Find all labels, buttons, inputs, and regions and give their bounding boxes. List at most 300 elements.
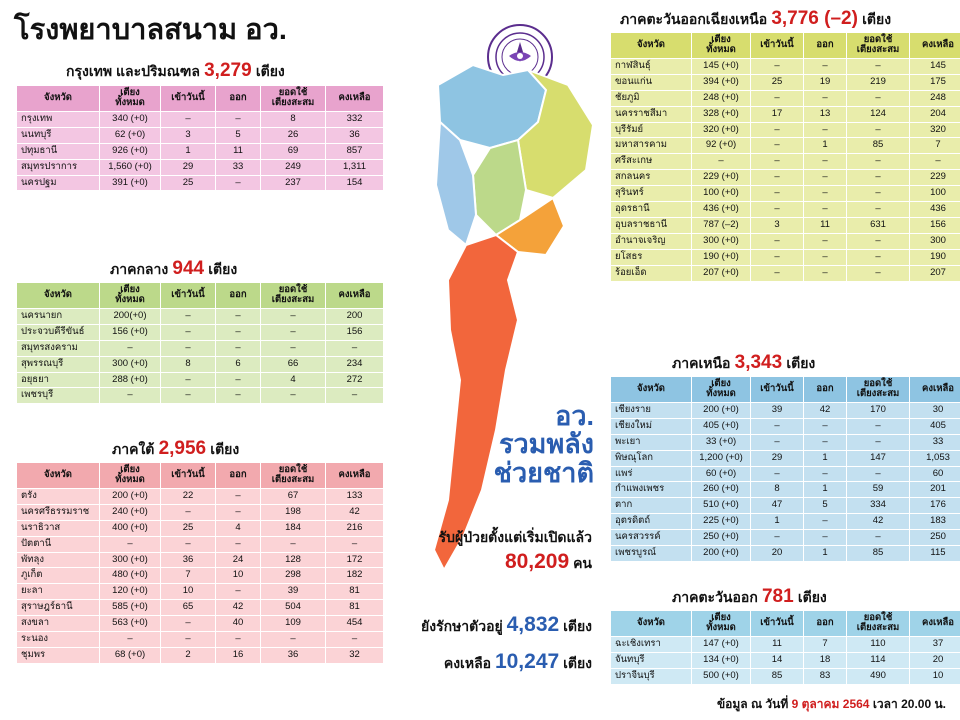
cell-value: 109 bbox=[261, 616, 326, 632]
cell-value: 200 bbox=[326, 308, 384, 324]
cell-value: 563 (+0) bbox=[100, 616, 161, 632]
cell-value: 4 bbox=[216, 520, 261, 536]
cell-value: 32 bbox=[326, 648, 384, 664]
cell-value: 170 bbox=[847, 402, 910, 418]
cell-value: 1,560 (+0) bbox=[100, 159, 161, 175]
cell-value: – bbox=[161, 616, 216, 632]
cell-value: – bbox=[161, 324, 216, 340]
cell-value: 207 (+0) bbox=[692, 265, 751, 281]
col-cum-used: ยอดใช้ เตียงสะสม bbox=[261, 86, 326, 112]
cell-value: 13 bbox=[804, 106, 847, 122]
cell-value: 5 bbox=[216, 127, 261, 143]
table-south bbox=[16, 462, 384, 664]
col-in-today: เข้าวันนี้ bbox=[161, 86, 216, 112]
cell-value: – bbox=[100, 536, 161, 552]
cell-value: – bbox=[751, 186, 804, 202]
cell-value: 207 bbox=[910, 265, 960, 281]
cell-value: – bbox=[847, 530, 910, 546]
treating-value: 4,832 bbox=[506, 613, 560, 636]
page-title: โรงพยาบาลสนาม อว. bbox=[14, 14, 287, 46]
cell-value: – bbox=[216, 388, 261, 404]
col-out: ออก bbox=[216, 463, 261, 489]
brand-line-3: ช่วยชาติ bbox=[493, 457, 594, 488]
table-row bbox=[17, 520, 384, 536]
treating-label: ยังรักษาตัวอยู่ bbox=[421, 618, 503, 634]
col-in-today: เข้าวันนี้ bbox=[161, 283, 216, 309]
cell-province: กาฬสินธุ์ bbox=[611, 58, 692, 74]
cell-value: – bbox=[216, 111, 261, 127]
cell-province: อุบลราชธานี bbox=[611, 218, 692, 234]
cell-value: 29 bbox=[751, 450, 804, 466]
cell-value: 22 bbox=[161, 488, 216, 504]
admitted-label: รับผู้ป่วยตั้งแต่เริ่มเปิดแล้ว bbox=[438, 529, 592, 545]
cell-province: อุตรดิตถ์ bbox=[611, 514, 692, 530]
cell-value: 60 (+0) bbox=[692, 466, 751, 482]
cell-value: 33 (+0) bbox=[692, 434, 751, 450]
col-remaining: คงเหลือ bbox=[910, 611, 960, 637]
cell-province: นครราชสีมา bbox=[611, 106, 692, 122]
admitted-unit: คน bbox=[573, 555, 592, 571]
cell-value: 20 bbox=[751, 546, 804, 562]
table-row bbox=[17, 388, 384, 404]
cell-province: ชัยภูมิ bbox=[611, 90, 692, 106]
cell-value: 100 (+0) bbox=[692, 186, 751, 202]
col-beds-total: เตียง ทั้งหมด bbox=[100, 86, 161, 112]
cell-value: 8 bbox=[161, 356, 216, 372]
table-row bbox=[17, 616, 384, 632]
table-row bbox=[611, 138, 960, 154]
cell-province: ศรีสะเกษ bbox=[611, 154, 692, 170]
col-beds-total: เตียง ทั้งหมด bbox=[692, 377, 751, 403]
cell-value: 36 bbox=[261, 648, 326, 664]
cell-value: – bbox=[751, 234, 804, 250]
cell-value: 37 bbox=[910, 636, 960, 652]
cell-value: – bbox=[161, 632, 216, 648]
table-row bbox=[17, 324, 384, 340]
brand-line-2: รวมพลัง bbox=[499, 429, 594, 460]
cell-value: 391 (+0) bbox=[100, 175, 161, 191]
cell-value: 787 (–2) bbox=[692, 218, 751, 234]
cell-value: – bbox=[261, 632, 326, 648]
cell-province: อยุธยา bbox=[17, 372, 100, 388]
cell-value: – bbox=[100, 340, 161, 356]
table-row bbox=[611, 668, 960, 684]
cell-value: 172 bbox=[326, 552, 384, 568]
cell-value: – bbox=[751, 58, 804, 74]
cell-value: 198 bbox=[261, 504, 326, 520]
cell-value: 36 bbox=[161, 552, 216, 568]
cell-value: 19 bbox=[804, 74, 847, 90]
cell-value: – bbox=[161, 536, 216, 552]
col-in-today: เข้าวันนี้ bbox=[751, 377, 804, 403]
cell-value: 65 bbox=[161, 600, 216, 616]
table-row bbox=[611, 186, 960, 202]
cell-value: 100 bbox=[910, 186, 960, 202]
cell-value: 11 bbox=[216, 143, 261, 159]
section-heading-bangkok: กรุงเทพ และปริมณฑล 3,279 เตียง bbox=[66, 60, 285, 81]
cell-province: ยโสธร bbox=[611, 249, 692, 265]
table-east bbox=[610, 610, 960, 685]
cell-value: 8 bbox=[261, 111, 326, 127]
table-central bbox=[16, 282, 384, 404]
cell-value: 3 bbox=[161, 127, 216, 143]
table-row bbox=[611, 218, 960, 234]
cell-value: – bbox=[751, 122, 804, 138]
cell-value: 85 bbox=[847, 138, 910, 154]
cell-value: – bbox=[161, 372, 216, 388]
cell-value: 81 bbox=[326, 600, 384, 616]
col-in-today: เข้าวันนี้ bbox=[751, 33, 804, 59]
footer-prefix: ข้อมูล ณ วันที่ bbox=[716, 697, 789, 711]
table-bangkok bbox=[16, 85, 384, 191]
cell-province: ปัตตานี bbox=[17, 536, 100, 552]
cell-province: สุราษฎร์ธานี bbox=[17, 600, 100, 616]
cell-province: บุรีรัมย์ bbox=[611, 122, 692, 138]
cell-value: 7 bbox=[804, 636, 847, 652]
col-province: จังหวัด bbox=[611, 33, 692, 59]
cell-value: 11 bbox=[804, 218, 847, 234]
cell-value: – bbox=[216, 340, 261, 356]
section-heading-northeast: ภาคตะวันออกเฉียงเหนือ 3,776 (–2) เตียง bbox=[620, 8, 892, 29]
table-row bbox=[611, 466, 960, 482]
cell-value: 5 bbox=[804, 498, 847, 514]
col-remaining: คงเหลือ bbox=[326, 463, 384, 489]
cell-value: – bbox=[100, 632, 161, 648]
cell-province: สุรินทร์ bbox=[611, 186, 692, 202]
cell-province: พัทลุง bbox=[17, 552, 100, 568]
cell-value: – bbox=[216, 504, 261, 520]
cell-value: – bbox=[326, 388, 384, 404]
cell-value: – bbox=[751, 154, 804, 170]
table-row bbox=[17, 600, 384, 616]
table-row bbox=[17, 340, 384, 356]
cell-value: – bbox=[804, 202, 847, 218]
table-row bbox=[17, 127, 384, 143]
table-row bbox=[17, 648, 384, 664]
cell-value: – bbox=[261, 308, 326, 324]
cell-value: 175 bbox=[910, 74, 960, 90]
table-row bbox=[611, 514, 960, 530]
cell-value: 300 (+0) bbox=[100, 356, 161, 372]
cell-value: 216 bbox=[326, 520, 384, 536]
cell-value: – bbox=[261, 388, 326, 404]
cell-province: นนทบุรี bbox=[17, 127, 100, 143]
section-heading-north: ภาคเหนือ 3,343 เตียง bbox=[672, 352, 816, 373]
cell-value: – bbox=[161, 504, 216, 520]
cell-value: 24 bbox=[216, 552, 261, 568]
cell-value: 147 (+0) bbox=[692, 636, 751, 652]
table-row bbox=[611, 418, 960, 434]
cell-value: 110 bbox=[847, 636, 910, 652]
cell-value: 42 bbox=[326, 504, 384, 520]
table-row bbox=[17, 308, 384, 324]
section-heading-central: ภาคกลาง 944 เตียง bbox=[110, 258, 238, 279]
table-row bbox=[611, 434, 960, 450]
cell-province: แพร่ bbox=[611, 466, 692, 482]
table-row bbox=[17, 504, 384, 520]
cell-value: 857 bbox=[326, 143, 384, 159]
cell-value: 510 (+0) bbox=[692, 498, 751, 514]
cell-province: ชุมพร bbox=[17, 648, 100, 664]
cell-value: 631 bbox=[847, 218, 910, 234]
cell-value: 272 bbox=[326, 372, 384, 388]
cell-value: 81 bbox=[326, 584, 384, 600]
cell-value: 229 bbox=[910, 170, 960, 186]
cell-value: – bbox=[804, 265, 847, 281]
col-beds-total: เตียง ทั้งหมด bbox=[692, 611, 751, 637]
cell-value: – bbox=[847, 234, 910, 250]
cell-value: 201 bbox=[910, 482, 960, 498]
col-remaining: คงเหลือ bbox=[326, 283, 384, 309]
col-cum-used: ยอดใช้ เตียงสะสม bbox=[847, 611, 910, 637]
cell-value: 229 (+0) bbox=[692, 170, 751, 186]
cell-value: 42 bbox=[847, 514, 910, 530]
cell-value: 190 (+0) bbox=[692, 249, 751, 265]
col-remaining: คงเหลือ bbox=[910, 33, 960, 59]
table-row bbox=[611, 450, 960, 466]
brand-line-1: อว. bbox=[555, 401, 594, 431]
cell-value: – bbox=[804, 186, 847, 202]
cell-province: ยะลา bbox=[17, 584, 100, 600]
cell-value: 1,053 bbox=[910, 450, 960, 466]
table-row bbox=[17, 356, 384, 372]
cell-province: กำแพงเพชร bbox=[611, 482, 692, 498]
cell-value: – bbox=[161, 340, 216, 356]
cell-value: – bbox=[804, 530, 847, 546]
cell-value: 69 bbox=[261, 143, 326, 159]
cell-value: 300 (+0) bbox=[100, 552, 161, 568]
cell-value: 133 bbox=[326, 488, 384, 504]
cell-value: 250 (+0) bbox=[692, 530, 751, 546]
cell-value: 39 bbox=[261, 584, 326, 600]
cell-value: – bbox=[326, 340, 384, 356]
treating-unit: เตียง bbox=[563, 618, 592, 634]
cell-value: – bbox=[847, 418, 910, 434]
col-remaining: คงเหลือ bbox=[910, 377, 960, 403]
cell-value: – bbox=[847, 434, 910, 450]
remaining-value: 10,247 bbox=[494, 650, 560, 673]
cell-value: – bbox=[100, 388, 161, 404]
cell-value: 182 bbox=[326, 568, 384, 584]
cell-value: 490 bbox=[847, 668, 910, 684]
col-cum-used: ยอดใช้ เตียงสะสม bbox=[261, 283, 326, 309]
cell-province: ระนอง bbox=[17, 632, 100, 648]
cell-value: – bbox=[847, 122, 910, 138]
col-cum-used: ยอดใช้ เตียงสะสม bbox=[847, 377, 910, 403]
cell-value: 17 bbox=[751, 106, 804, 122]
table-row bbox=[611, 636, 960, 652]
table-row bbox=[611, 74, 960, 90]
remaining-unit: เตียง bbox=[563, 655, 592, 671]
cell-province: ตาก bbox=[611, 498, 692, 514]
cell-value: 500 (+0) bbox=[692, 668, 751, 684]
cell-value: – bbox=[751, 265, 804, 281]
cell-value: 30 bbox=[910, 402, 960, 418]
col-out: ออก bbox=[216, 86, 261, 112]
cell-value: 480 (+0) bbox=[100, 568, 161, 584]
cell-value: – bbox=[161, 308, 216, 324]
cell-value: – bbox=[910, 154, 960, 170]
cell-value: 340 (+0) bbox=[100, 111, 161, 127]
cell-value: 7 bbox=[910, 138, 960, 154]
cell-value: – bbox=[751, 170, 804, 186]
cell-value: – bbox=[161, 388, 216, 404]
admitted-value: 80,209 bbox=[504, 550, 570, 573]
cell-province: มหาสารคาม bbox=[611, 138, 692, 154]
cell-value: 156 (+0) bbox=[100, 324, 161, 340]
cell-value: 26 bbox=[261, 127, 326, 143]
cell-value: – bbox=[847, 90, 910, 106]
col-out: ออก bbox=[804, 33, 847, 59]
cell-value: 240 (+0) bbox=[100, 504, 161, 520]
cell-value: 42 bbox=[216, 600, 261, 616]
table-row bbox=[611, 202, 960, 218]
admitted-value-row bbox=[380, 550, 592, 575]
cell-province: นครสวรรค์ bbox=[611, 530, 692, 546]
cell-value: 926 (+0) bbox=[100, 143, 161, 159]
cell-value: 300 bbox=[910, 234, 960, 250]
cell-province: นราธิวาส bbox=[17, 520, 100, 536]
cell-value: 288 (+0) bbox=[100, 372, 161, 388]
table-row bbox=[17, 568, 384, 584]
cell-province: จันทบุรี bbox=[611, 652, 692, 668]
col-province: จังหวัด bbox=[17, 463, 100, 489]
section-heading-south: ภาคใต้ 2,956 เตียง bbox=[112, 438, 240, 459]
table-row bbox=[611, 170, 960, 186]
col-remaining: คงเหลือ bbox=[326, 86, 384, 112]
cell-value: 114 bbox=[847, 652, 910, 668]
col-beds-total: เตียง ทั้งหมด bbox=[692, 33, 751, 59]
cell-value: – bbox=[751, 530, 804, 546]
cell-value: – bbox=[751, 434, 804, 450]
cell-value: – bbox=[804, 90, 847, 106]
cell-province: สมุทรปราการ bbox=[17, 159, 100, 175]
cell-value: 1 bbox=[804, 482, 847, 498]
table-row bbox=[17, 175, 384, 191]
cell-value: 585 (+0) bbox=[100, 600, 161, 616]
table-row bbox=[17, 143, 384, 159]
footer-time: 20.00 น. bbox=[901, 697, 946, 711]
cell-value: 39 bbox=[751, 402, 804, 418]
cell-province: อุดรธานี bbox=[611, 202, 692, 218]
table-header-row bbox=[17, 463, 384, 489]
cell-value: 298 bbox=[261, 568, 326, 584]
cell-value: 8 bbox=[751, 482, 804, 498]
cell-value: 42 bbox=[804, 402, 847, 418]
col-beds-total: เตียง ทั้งหมด bbox=[100, 463, 161, 489]
cell-value: 33 bbox=[216, 159, 261, 175]
table-row bbox=[611, 498, 960, 514]
cell-value: – bbox=[261, 536, 326, 552]
cell-value: 120 (+0) bbox=[100, 584, 161, 600]
cell-value: – bbox=[326, 632, 384, 648]
col-cum-used: ยอดใช้ เตียงสะสม bbox=[847, 33, 910, 59]
cell-value: 145 bbox=[910, 58, 960, 74]
cell-value: 83 bbox=[804, 668, 847, 684]
cell-value: – bbox=[847, 249, 910, 265]
cell-value: 1,311 bbox=[326, 159, 384, 175]
col-out: ออก bbox=[804, 611, 847, 637]
cell-value: 184 bbox=[261, 520, 326, 536]
cell-value: 59 bbox=[847, 482, 910, 498]
table-row bbox=[611, 265, 960, 281]
cell-province: เชียงใหม่ bbox=[611, 418, 692, 434]
table-row bbox=[17, 111, 384, 127]
col-cum-used: ยอดใช้ เตียงสะสม bbox=[261, 463, 326, 489]
cell-value: 156 bbox=[326, 324, 384, 340]
cell-province: เชียงราย bbox=[611, 402, 692, 418]
table-row bbox=[611, 154, 960, 170]
cell-value: 2 bbox=[161, 648, 216, 664]
cell-value: 320 bbox=[910, 122, 960, 138]
cell-value: 250 bbox=[910, 530, 960, 546]
cell-value: – bbox=[847, 170, 910, 186]
cell-value: 29 bbox=[161, 159, 216, 175]
cell-province: ร้อยเอ็ด bbox=[611, 265, 692, 281]
col-out: ออก bbox=[216, 283, 261, 309]
cell-province: ภูเก็ต bbox=[17, 568, 100, 584]
cell-value: – bbox=[216, 488, 261, 504]
cell-value: – bbox=[751, 249, 804, 265]
cell-value: 3 bbox=[751, 218, 804, 234]
table-row bbox=[611, 106, 960, 122]
cell-province: เพชรบูรณ์ bbox=[611, 546, 692, 562]
table-header-row bbox=[611, 611, 960, 637]
cell-value: 67 bbox=[261, 488, 326, 504]
cell-value: – bbox=[216, 584, 261, 600]
cell-value: – bbox=[804, 418, 847, 434]
cell-value: – bbox=[804, 466, 847, 482]
col-province: จังหวัด bbox=[17, 283, 100, 309]
cell-province: ฉะเชิงเทรา bbox=[611, 636, 692, 652]
cell-province: นครนายก bbox=[17, 308, 100, 324]
cell-value: – bbox=[804, 514, 847, 530]
cell-value: – bbox=[216, 632, 261, 648]
cell-province: สมุทรสงคราม bbox=[17, 340, 100, 356]
cell-province: ตรัง bbox=[17, 488, 100, 504]
cell-value: – bbox=[216, 324, 261, 340]
cell-value: 225 (+0) bbox=[692, 514, 751, 530]
cell-value: 234 bbox=[326, 356, 384, 372]
cell-value: 156 bbox=[910, 218, 960, 234]
cell-value: 1 bbox=[751, 514, 804, 530]
cell-value: 11 bbox=[751, 636, 804, 652]
cell-value: 18 bbox=[804, 652, 847, 668]
cell-value: – bbox=[804, 249, 847, 265]
cell-value: – bbox=[804, 170, 847, 186]
cell-province: เพชรบุรี bbox=[17, 388, 100, 404]
col-province: จังหวัด bbox=[611, 377, 692, 403]
cell-value: 16 bbox=[216, 648, 261, 664]
cell-value: – bbox=[216, 536, 261, 552]
cell-value: 1 bbox=[804, 138, 847, 154]
cell-province: ประจวบคีรีขันธ์ bbox=[17, 324, 100, 340]
cell-value: 147 bbox=[847, 450, 910, 466]
cell-value: 60 bbox=[910, 466, 960, 482]
table-north bbox=[610, 376, 960, 562]
cell-value: 328 (+0) bbox=[692, 106, 751, 122]
cell-value: 10 bbox=[216, 568, 261, 584]
cell-value: 134 (+0) bbox=[692, 652, 751, 668]
cell-value: – bbox=[847, 466, 910, 482]
table-row bbox=[611, 546, 960, 562]
cell-value: 1 bbox=[161, 143, 216, 159]
cell-value: – bbox=[804, 58, 847, 74]
cell-value: 85 bbox=[751, 668, 804, 684]
cell-value: 47 bbox=[751, 498, 804, 514]
cell-value: – bbox=[804, 234, 847, 250]
cell-value: 4 bbox=[261, 372, 326, 388]
